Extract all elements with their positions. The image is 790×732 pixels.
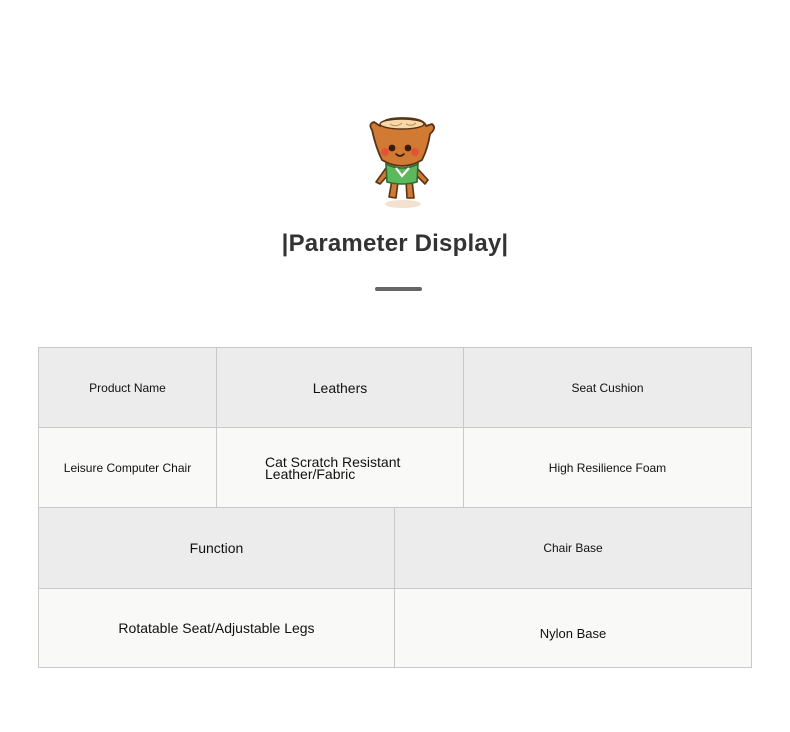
tree-stump-mascot-icon <box>362 112 442 212</box>
table-cell: Leisure Computer Chair <box>38 428 217 508</box>
table-cell-text: Cat Scratch Resistant Leather/Fabric <box>265 453 401 482</box>
table-cell: High Resilience Foam <box>464 428 752 508</box>
table-row <box>38 428 752 508</box>
page-title: |Parameter Display| <box>281 230 509 257</box>
table-row <box>38 589 752 668</box>
table-header-cell: Function <box>38 508 395 589</box>
title-underline <box>375 287 422 291</box>
table-header-cell: Product Name <box>38 347 217 428</box>
table-row <box>38 508 752 589</box>
table-cell: Nylon Base <box>395 589 752 668</box>
table-header-cell: Seat Cushion <box>464 347 752 428</box>
table-header-cell: Leathers <box>217 347 464 428</box>
table-row <box>38 347 752 428</box>
table-cell <box>217 428 464 508</box>
table-header-cell: Chair Base <box>395 508 752 589</box>
table-cell: Rotatable Seat/Adjustable Legs <box>38 589 395 668</box>
